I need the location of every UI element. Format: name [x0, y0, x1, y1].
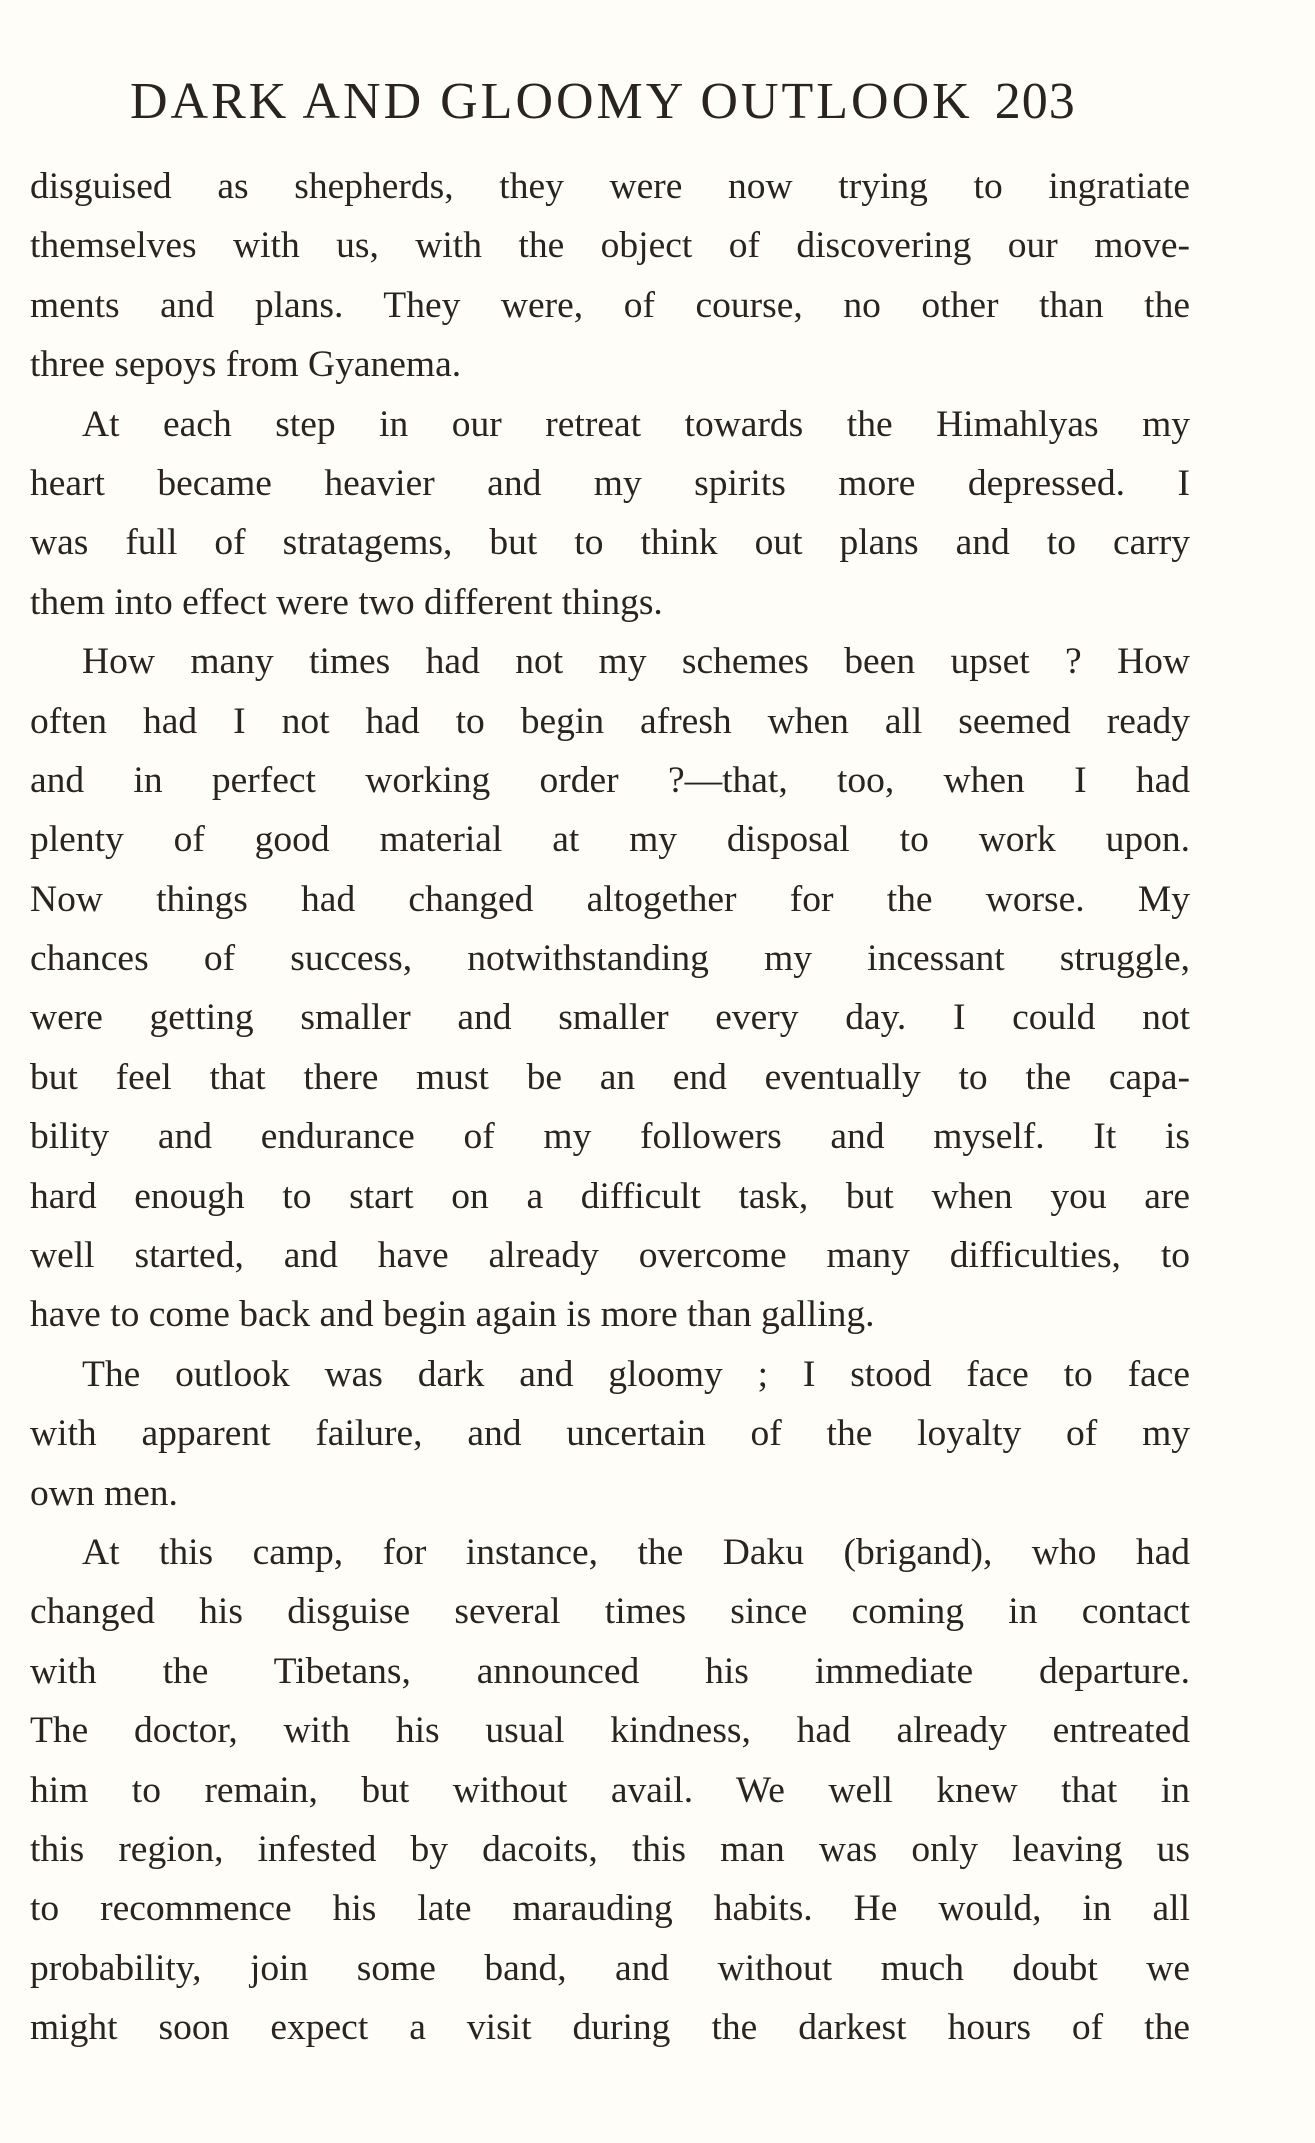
text-line: and in perfect working order ?—that, too, when I had	[30, 759, 1190, 801]
text-line: might soon expect a visit during the darkest hours of the	[30, 2007, 1190, 2049]
text-line: with the Tibetans, announced his immediate departure.	[30, 1650, 1190, 1692]
text-line: At each step in our retreat towards the Himahlyas my	[82, 403, 1190, 445]
text-line: have to come back and begin again is more than galling.	[30, 1294, 875, 1336]
page-number: 203	[994, 73, 1076, 130]
text-line: Now things had changed altogether for the worse. My	[30, 878, 1190, 920]
text-line: them into effect were two different things.	[30, 581, 663, 623]
text-line: plenty of good material at my disposal to work upon.	[30, 819, 1190, 861]
text-line: How many times had not my schemes been upset ? How	[82, 641, 1190, 683]
text-line: ments and plans. They were, of course, no other than the	[30, 284, 1190, 326]
text-line: to recommence his late marauding habits. He would, in all	[30, 1888, 1190, 1930]
text-line: disguised as shepherds, they were now trying to ingratiate	[30, 166, 1190, 207]
text-line: The outlook was dark and gloomy ; I stood face to face	[82, 1353, 1190, 1395]
text-line: was full of stratagems, but to think out plans and to carry	[30, 522, 1190, 564]
text-line: themselves with us, with the object of discovering our move-	[30, 225, 1190, 267]
text-line: with apparent failure, and uncertain of the loyalty of my	[30, 1413, 1190, 1455]
text-line: often had I not had to begin afresh when all seemed ready	[30, 700, 1190, 742]
body-text	[30, 157, 1190, 2058]
text-line: bility and endurance of my followers and myself. It is	[30, 1116, 1190, 1158]
text-line: but feel that there must be an end eventually to the capa-	[30, 1056, 1190, 1098]
text-line: were getting smaller and smaller every day. I could not	[30, 997, 1190, 1039]
text-line: three sepoys from Gyanema.	[30, 344, 462, 386]
text-line: changed his disguise several times since coming in contact	[30, 1591, 1190, 1633]
text-line: probability, join some band, and without much doubt we	[30, 1947, 1190, 1989]
text-line: well started, and have already overcome many difficulties, to	[30, 1235, 1190, 1277]
text-line: The doctor, with his usual kindness, had already entreated	[30, 1710, 1190, 1752]
text-line: own men.	[30, 1472, 178, 1514]
text-line: chances of success, notwithstanding my incessant struggle,	[30, 938, 1190, 980]
text-line: heart became heavier and my spirits more depressed. I	[30, 462, 1190, 504]
chapter-title: DARK AND GLOOMY OUTLOOK	[130, 73, 973, 130]
text-line: him to remain, but without avail. We well knew that in	[30, 1769, 1190, 1811]
text-line: At this camp, for instance, the Daku (brigand), who had	[82, 1531, 1190, 1573]
text-line: hard enough to start on a difficult task, but when you are	[30, 1175, 1190, 1217]
text-line: this region, infested by dacoits, this man was only leaving us	[30, 1828, 1190, 1870]
running-head	[130, 72, 1178, 132]
